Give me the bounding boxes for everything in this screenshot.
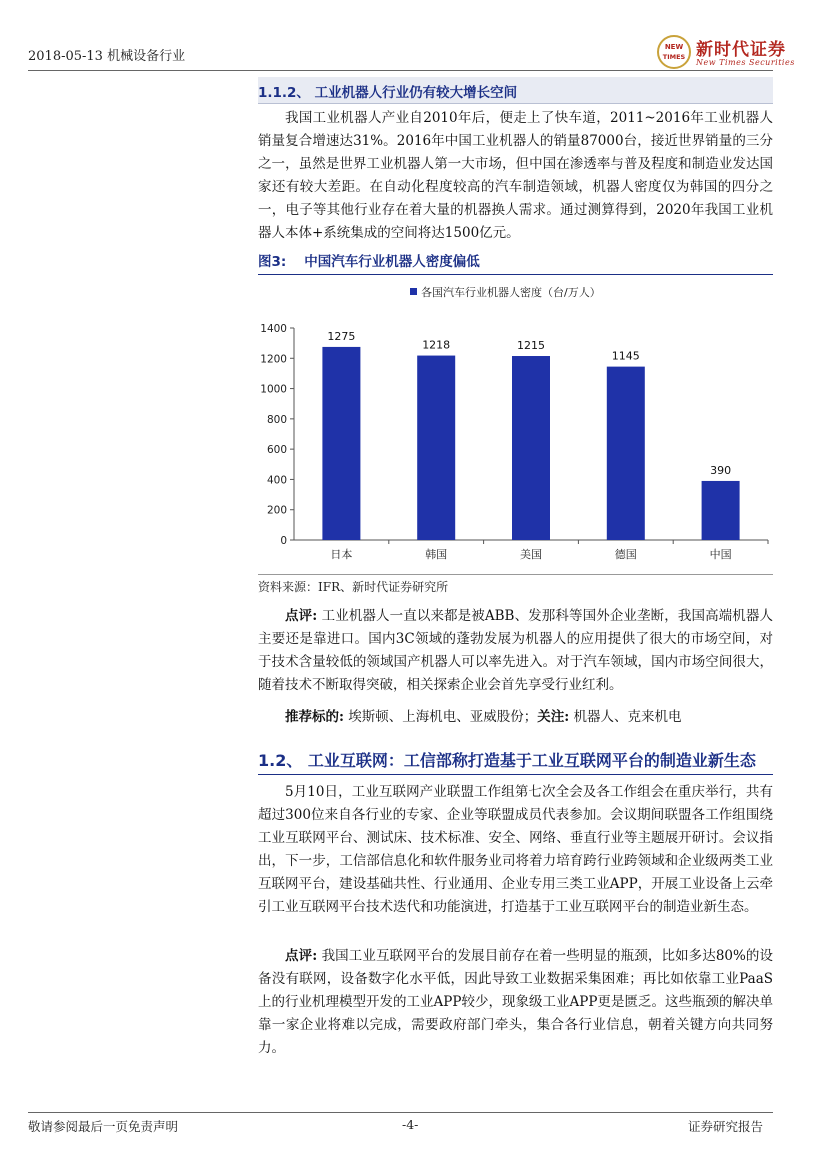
x-tick-label: 德国 — [614, 548, 637, 561]
comment-2-text: 我国工业互联网平台的发展目前存在着一些明显的瓶颈，比如多达80%的设备没有联网，设备数字化水平低，因此导致工业数据采集困难；再比如依靠工业PaaS上的行业机理模型开发的工业APP较少，现象级工业APP更是匮乏。这些瓶颈的解决单靠一家企业将难以完成，需要政府部门牵头，集合各行业信息，朝着关键方向共同努力。 — [258, 948, 774, 1056]
section-heading-12 — [258, 744, 773, 775]
logo-text-cn: 新时代证券 — [696, 40, 786, 60]
comment-2 — [258, 945, 773, 1060]
y-tick-label: 1000 — [260, 383, 287, 396]
figure-source: 资料来源：IFR、新时代证券研究所 — [258, 580, 449, 594]
section-12-text: 5月10日，工业互联网产业联盟工作组第七次全会及各工作组会在重庆举行，共有超过300位来自各行业的专家、企业等联盟成员代表参加。会议期间联盟各工作组围绕工业互联网平台、测试床、技术标准、安全、网络、垂直行业等主题展开研讨。会议指出，下一步，工信部信息化和软件服务业司将着力培育跨行业跨领域和企业级两类工业互联网平台，建设基础共性、行业通用、企业专用三类工业APP，开展工业设备上云牵引工业互联网平台技术迭代和功能演进，打造基于工业互联网平台的制造业新生态。 — [258, 784, 773, 915]
section-112-text: 我国工业机器人产业自2010年后，便走上了快车道，2011~2016年工业机器人销量复合增速达31%。2016年中国工业机器人的销量87000台，接近世界销量的三分之一，虽然是世界工业机器人第一大市场，但中国在渗透率与普及程度和制造业发达国家还有较大差距。在自动化程度较高的汽车制造领域，机器人密度仅为韩国的四分之一，电子等其他行业存在着大量的机器换人需求。通过测算得到，2020年我国工业机器人本体+系统集成的空间将达1500亿元。 — [258, 110, 773, 241]
y-tick-label: 200 — [266, 504, 287, 517]
bar-value-label: 1275 — [327, 329, 356, 343]
focus-stocks: 机器人、克来机电 — [569, 709, 682, 725]
figure-title-text: 中国汽车行业机器人密度偏低 — [304, 254, 480, 270]
comment-1 — [258, 605, 773, 697]
comment-1-label: 点评: — [285, 608, 318, 624]
figure-title — [258, 250, 773, 275]
section-heading-112-text: 1.1.2、 工业机器人行业仍有较大增长空间 — [258, 85, 518, 101]
page-number: -4- — [402, 1117, 419, 1132]
footer-disclaimer: 敬请参阅最后一页免责声明 — [28, 1119, 179, 1134]
legend-swatch — [410, 288, 417, 295]
figure-label: 图3: — [258, 254, 287, 270]
section-heading-12-text: 1.2、 工业互联网：工信部称打造基于工业互联网平台的制造业新生态 — [258, 751, 756, 770]
bar — [702, 481, 740, 540]
recommend-stocks: 埃斯顿、上海机电、亚威股份； — [343, 709, 538, 725]
y-tick-label: 600 — [266, 444, 287, 457]
company-logo — [655, 34, 805, 70]
y-tick-label: 400 — [266, 474, 287, 487]
robot-density-chart — [258, 278, 773, 574]
y-tick-label: 1400 — [260, 323, 287, 335]
y-tick-label: 0 — [280, 535, 287, 547]
figure-bottom-rule — [258, 574, 773, 575]
logo-mark-icon — [655, 34, 693, 70]
section-heading-112 — [258, 77, 773, 104]
footer-divider — [28, 1112, 773, 1113]
bar — [607, 367, 645, 540]
section-12-paragraph — [258, 781, 773, 919]
bar-value-label: 1218 — [422, 338, 451, 352]
y-tick-label: 1200 — [260, 353, 287, 366]
logo-text-en: New Times Securities — [696, 58, 795, 67]
recommend-line — [258, 706, 773, 729]
bar-value-label: 390 — [710, 463, 732, 477]
x-tick-label: 韩国 — [425, 548, 448, 561]
comment-1-text: 工业机器人一直以来都是被ABB、发那科等国外企业垄断，我国高端机器人主要还是靠进口。国内3C领域的蓬勃发展为机器人的应用提供了很大的市场空间，对于技术含量较低的领域国产机器人可以率先进入。对于汽车领域，国内市场空间很大，随着技术不断取得突破，相关探索企业会首先享受行业红利。 — [258, 608, 773, 693]
report-date-industry: 2018-05-13 机械设备行业 — [28, 49, 186, 64]
svg-text:TIMES: TIMES — [662, 53, 686, 61]
bar — [417, 356, 455, 540]
x-tick-label: 美国 — [520, 548, 542, 561]
section-112-paragraph — [258, 107, 773, 245]
x-tick-label: 日本 — [330, 548, 353, 561]
recommend-label: 推荐标的: — [285, 709, 344, 725]
y-tick-label: 800 — [266, 413, 287, 426]
header-divider — [28, 70, 773, 71]
bar-value-label: 1145 — [611, 349, 640, 363]
comment-2-label: 点评: — [285, 948, 318, 964]
bar — [512, 356, 550, 540]
chart-svg — [258, 278, 773, 574]
bar — [322, 347, 360, 540]
footer-report-type: 证券研究报告 — [688, 1119, 764, 1134]
x-tick-label: 中国 — [709, 548, 732, 561]
bar-value-label: 1215 — [517, 339, 545, 353]
focus-label: 关注: — [537, 709, 570, 725]
legend-label: 各国汽车行业机器人密度（台/万人） — [421, 286, 601, 299]
svg-text:NEW: NEW — [664, 43, 684, 51]
